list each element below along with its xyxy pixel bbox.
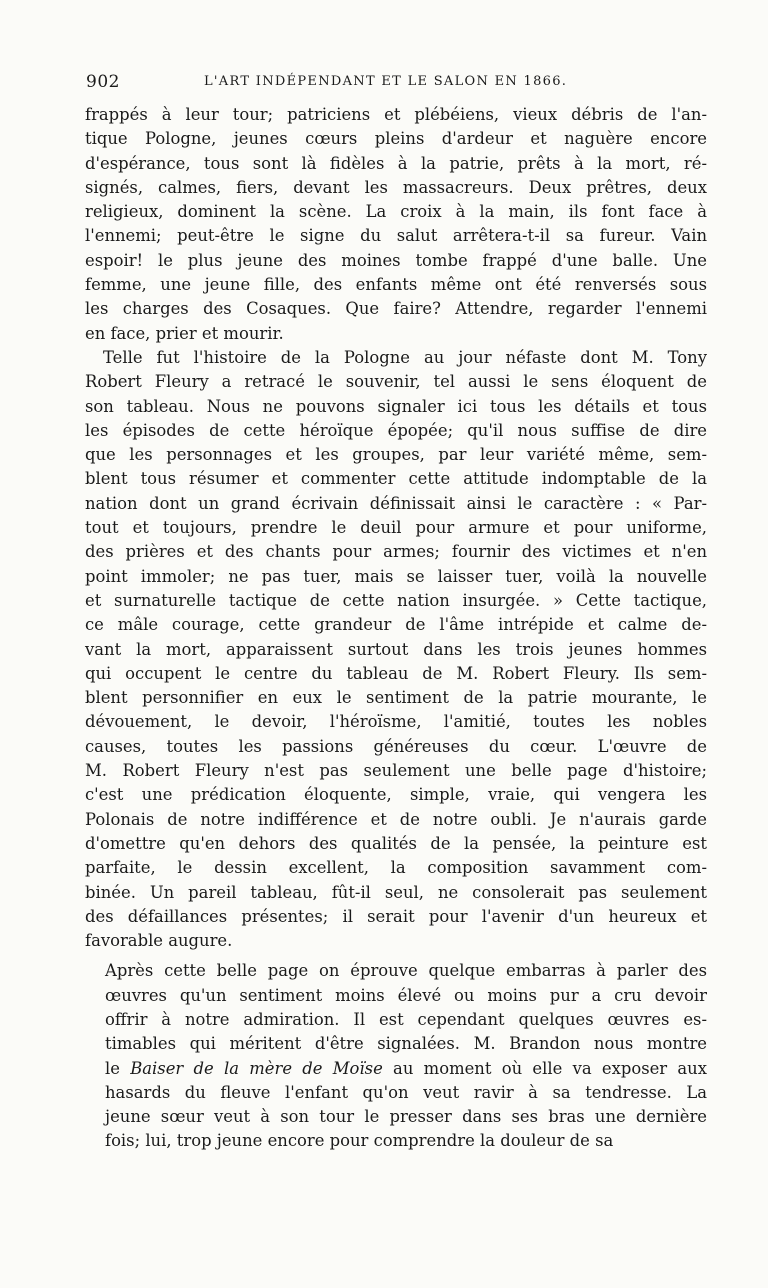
text-line: les charges des Cosaques. Que faire? Attendre, regarder l'ennemi (85, 299, 707, 319)
text-line: d'omettre qu'en dehors des qualités de la pensée, la peinture est (85, 833, 707, 853)
text-line: jeune sœur veut à son tour le presser dans ses bras une dernière (105, 1107, 707, 1127)
text-line: offrir à notre admiration. Il est cependant quelques œuvres es- (105, 1009, 707, 1029)
text-line: que les personnages et les groupes, par leur variété même, sem- (85, 445, 707, 465)
text-line: son tableau. Nous ne pouvons signaler ici tous les détails et tous (85, 396, 707, 416)
text-line: ce mâle courage, cette grandeur de l'âme intrépide et calme de- (85, 615, 707, 635)
text-line: signés, calmes, fiers, devant les massacreurs. Deux prêtres, deux (85, 177, 707, 197)
text-line: Polonais de notre indifférence et de notre oubli. Je n'aurais garde (85, 809, 707, 829)
text-line: qui occupent le centre du tableau de M. Robert Fleury. Ils sem- (85, 663, 707, 683)
text-line: les épisodes de cette héroïque épopée; qu'il nous suffise de dire (85, 420, 707, 440)
text-line: binée. Un pareil tableau, fût-il seul, ne consolerait pas seulement (85, 882, 707, 902)
text-line: tique Pologne, jeunes cœurs pleins d'ardeur et naguère encore (85, 129, 707, 149)
page-number: 902 (86, 72, 120, 92)
paragraph-3 (105, 959, 707, 1153)
text-line: point immoler; ne pas tuer, mais se laisser tuer, voilà la nouvelle (85, 566, 707, 586)
text-line: des prières et des chants pour armes; fournir des victimes et n'en (85, 542, 707, 562)
text-line: Robert Fleury a retracé le souvenir, tel aussi le sens éloquent de (85, 372, 707, 392)
text-line: favorable augure. (85, 931, 233, 951)
text-line: l'ennemi; peut-être le signe du salut arrêtera-t-il sa fureur. Vain (85, 226, 707, 246)
text-line: timables qui méritent d'être signalées. M. Brandon nous montre (105, 1034, 707, 1054)
text-line: espoir! le plus jeune des moines tombe frappé d'une balle. Une (85, 250, 707, 270)
text-line: et surnaturelle tactique de cette nation insurgée. » Cette tactique, (85, 590, 707, 610)
text-line: en face, prier et mourir. (85, 323, 284, 343)
text-line: blent personnifier en eux le sentiment de la patrie mourante, le (85, 688, 707, 708)
text-line: des défaillances présentes; il serait pour l'avenir d'un heureux et (85, 906, 707, 926)
paragraph-1 (85, 103, 707, 346)
text-line: dévouement, le devoir, l'héroïsme, l'amitié, toutes les nobles (85, 712, 707, 732)
text-line: vant la mort, apparaissent surtout dans les trois jeunes hommes (85, 639, 707, 659)
text-line-with-italic-title: le Baiser de la mère de Moïse au moment où elle va exposer aux (105, 1058, 707, 1078)
text-line: œuvres qu'un sentiment moins élevé ou moins pur a cru devoir (105, 985, 707, 1005)
page-body (85, 103, 707, 1154)
page-header (86, 72, 698, 96)
painting-title: Baiser de la mère de Moïse (130, 1058, 383, 1078)
text-line: tout et toujours, prendre le deuil pour armure et pour uniforme, (85, 518, 707, 538)
paragraph-2 (85, 346, 707, 953)
text-line: femme, une jeune fille, des enfants même ont été renversés sous (85, 275, 707, 295)
text-line: Telle fut l'histoire de la Pologne au jour néfaste dont M. Tony (103, 347, 707, 367)
text-line: c'est une prédication éloquente, simple, vraie, qui vengera les (85, 785, 707, 805)
text-line: d'espérance, tous sont là fidèles à la patrie, prêts à la mort, ré- (85, 153, 707, 173)
text-line: parfaite, le dessin excellent, la composition savamment com- (85, 858, 707, 878)
text-line: hasards du fleuve l'enfant qu'on veut ravir à sa tendresse. La (105, 1082, 707, 1102)
text-line: fois; lui, trop jeune encore pour comprendre la douleur de sa (105, 1131, 614, 1151)
text-line: blent tous résumer et commenter cette attitude indomptable de la (85, 469, 707, 489)
text-line: M. Robert Fleury n'est pas seulement une belle page d'histoire; (85, 761, 707, 781)
text-line: nation dont un grand écrivain définissait ainsi le caractère : « Par- (85, 493, 707, 513)
text-line: Après cette belle page on éprouve quelque embarras à parler des (105, 961, 707, 981)
running-title: L'ART INDÉPENDANT ET LE SALON EN 1866. (204, 74, 568, 89)
text-line: causes, toutes les passions généreuses du cœur. L'œuvre de (85, 736, 707, 756)
text-line: religieux, dominent la scène. La croix à la main, ils font face à (85, 202, 707, 222)
text-line: frappés à leur tour; patriciens et plébéiens, vieux débris de l'an- (85, 105, 707, 124)
